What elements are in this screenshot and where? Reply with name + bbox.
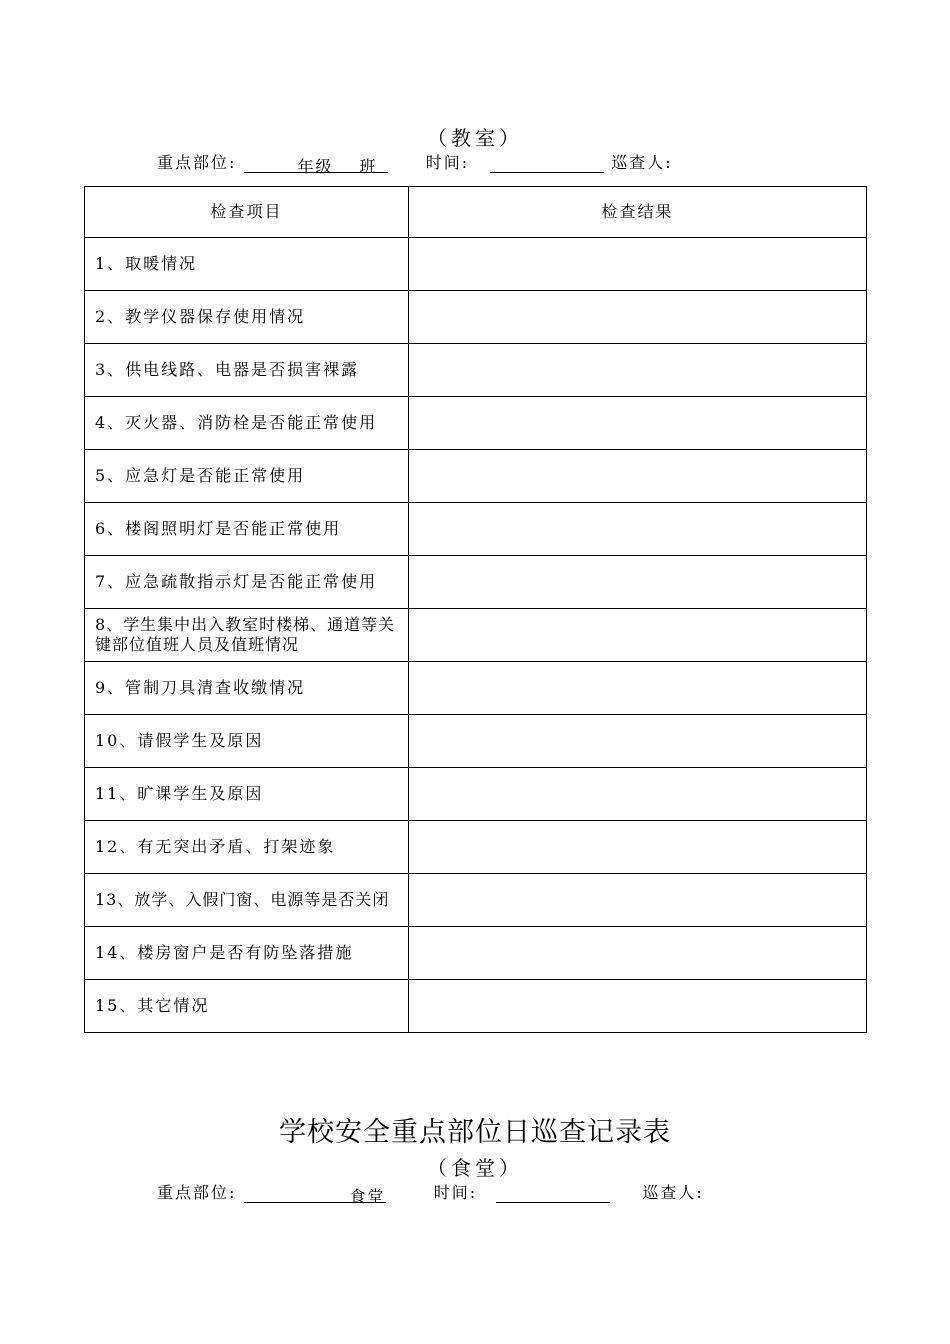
row-result-cell[interactable]	[409, 344, 867, 397]
location-field[interactable]	[244, 1184, 386, 1206]
time-label: 时间:	[425, 153, 470, 172]
table-row	[85, 609, 867, 662]
row-item: 7、应急疏散指示灯是否能正常使用	[85, 556, 409, 609]
row-result-cell[interactable]	[409, 821, 867, 874]
table-row	[85, 450, 867, 503]
grade-label: 年级	[297, 157, 334, 176]
table-row	[85, 503, 867, 556]
class-label: 班	[359, 157, 378, 176]
row-result-cell[interactable]	[409, 397, 867, 450]
section2-meta-line	[157, 1180, 704, 1206]
row-item: 5、应急灯是否能正常使用	[85, 450, 409, 503]
table-row	[85, 715, 867, 768]
table-row	[85, 662, 867, 715]
table-row	[85, 556, 867, 609]
row-item: 11、旷课学生及原因	[85, 768, 409, 821]
inspector-label: 巡查人:	[611, 153, 673, 172]
row-item: 13、放学、入假门窗、电源等是否关闭	[85, 874, 409, 927]
table-row	[85, 821, 867, 874]
section1-subtitle: （教室）	[427, 126, 523, 150]
grade-field[interactable]	[244, 154, 388, 176]
row-item: 14、楼房窗户是否有防坠落措施	[85, 927, 409, 980]
time-field[interactable]	[490, 154, 604, 173]
table-row	[85, 344, 867, 397]
time-label: 时间:	[433, 1183, 478, 1202]
row-result-cell[interactable]	[409, 556, 867, 609]
row-result-cell[interactable]	[409, 980, 867, 1033]
row-item: 4、灭火器、消防栓是否能正常使用	[85, 397, 409, 450]
row-result-cell[interactable]	[409, 927, 867, 980]
row-item: 1、取暖情况	[85, 238, 409, 291]
header-result: 检查结果	[409, 187, 867, 238]
row-item: 8、学生集中出入教室时楼梯、通道等关键部位值班人员及值班情况	[85, 609, 409, 662]
row-result-cell[interactable]	[409, 450, 867, 503]
header-item: 检查项目	[85, 187, 409, 238]
row-item: 9、管制刀具清查收缴情况	[85, 662, 409, 715]
time-field[interactable]	[496, 1184, 610, 1203]
location-label: 重点部位:	[157, 153, 237, 172]
row-result-cell[interactable]	[409, 238, 867, 291]
row-result-cell[interactable]	[409, 662, 867, 715]
row-item: 3、供电线路、电器是否损害裸露	[85, 344, 409, 397]
location-value: 食堂	[349, 1187, 386, 1206]
table-row	[85, 397, 867, 450]
inspector-label: 巡查人:	[642, 1183, 704, 1202]
table-header-row	[85, 187, 867, 238]
table-row	[85, 927, 867, 980]
table-row	[85, 238, 867, 291]
row-item: 2、教学仪器保存使用情况	[85, 291, 409, 344]
table-row	[85, 768, 867, 821]
row-item: 6、楼阁照明灯是否能正常使用	[85, 503, 409, 556]
section1-meta-line	[157, 150, 673, 176]
table-row	[85, 291, 867, 344]
table-row	[85, 874, 867, 927]
section2-title: 学校安全重点部位日巡查记录表	[279, 1117, 671, 1148]
inspection-table	[84, 186, 867, 1033]
table-row	[85, 980, 867, 1033]
row-result-cell[interactable]	[409, 715, 867, 768]
row-result-cell[interactable]	[409, 768, 867, 821]
location-label: 重点部位:	[157, 1183, 237, 1202]
row-result-cell[interactable]	[409, 874, 867, 927]
row-result-cell[interactable]	[409, 609, 867, 662]
row-item: 10、请假学生及原因	[85, 715, 409, 768]
row-item: 15、其它情况	[85, 980, 409, 1033]
row-result-cell[interactable]	[409, 503, 867, 556]
row-result-cell[interactable]	[409, 291, 867, 344]
row-item: 12、有无突出矛盾、打架迹象	[85, 821, 409, 874]
section2-subtitle: （食堂）	[427, 1156, 523, 1180]
